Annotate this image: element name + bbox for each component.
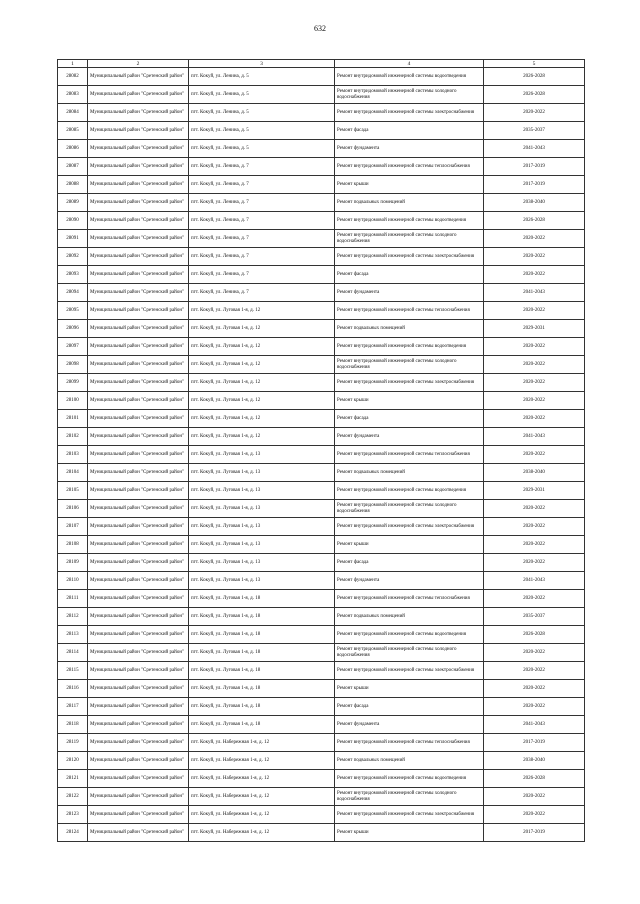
work-type-cell: Ремонт внутридомовой инженерной системы холодного водоснабжения <box>335 86 484 104</box>
work-type-cell: Ремонт внутридомовой инженерной системы теплоснабжения <box>335 446 484 464</box>
table-row <box>58 176 585 194</box>
municipality-cell: Муниципальный район "Сретенский район" <box>88 158 189 176</box>
work-type-cell: Ремонт внутридомовой инженерной системы теплоснабжения <box>335 158 484 176</box>
row-number: 28094 <box>58 284 88 302</box>
work-type-cell: Ремонт фундамента <box>335 716 484 734</box>
work-type-cell: Ремонт внутридомовой инженерной системы водоотведения <box>335 338 484 356</box>
address-cell: пгт. Кокуй, ул. Набережная 1-я, д. 12 <box>189 806 335 824</box>
column-header: 3 <box>189 60 335 68</box>
table-row <box>58 788 585 806</box>
row-number: 28113 <box>58 626 88 644</box>
municipality-cell: Муниципальный район "Сретенский район" <box>88 212 189 230</box>
municipality-cell: Муниципальный район "Сретенский район" <box>88 464 189 482</box>
table-row <box>58 446 585 464</box>
period-cell: 2020-2022 <box>484 788 585 806</box>
period-cell: 2038-2040 <box>484 194 585 212</box>
work-type-cell: Ремонт крыши <box>335 176 484 194</box>
work-type-cell: Ремонт крыши <box>335 536 484 554</box>
row-number: 28110 <box>58 572 88 590</box>
municipality-cell: Муниципальный район "Сретенский район" <box>88 266 189 284</box>
column-header: 5 <box>484 60 585 68</box>
table-row <box>58 266 585 284</box>
period-cell: 2020-2022 <box>484 590 585 608</box>
row-number: 28083 <box>58 86 88 104</box>
municipality-cell: Муниципальный район "Сретенский район" <box>88 590 189 608</box>
address-cell: пгт. Кокуй, ул. Луговая 1-я, д. 12 <box>189 302 335 320</box>
address-cell: пгт. Кокуй, ул. Ленина, д. 7 <box>189 230 335 248</box>
work-type-cell: Ремонт крыши <box>335 392 484 410</box>
municipality-cell: Муниципальный район "Сретенский район" <box>88 788 189 806</box>
table-row <box>58 212 585 230</box>
row-number: 28109 <box>58 554 88 572</box>
period-cell: 2020-2022 <box>484 230 585 248</box>
work-type-cell: Ремонт фасада <box>335 554 484 572</box>
municipality-cell: Муниципальный район "Сретенский район" <box>88 86 189 104</box>
table-row <box>58 590 585 608</box>
table-row <box>58 482 585 500</box>
municipality-cell: Муниципальный район "Сретенский район" <box>88 572 189 590</box>
work-type-cell: Ремонт внутридомовой инженерной системы холодного водоснабжения <box>335 644 484 662</box>
table-row <box>58 356 585 374</box>
work-type-cell: Ремонт внутридомовой инженерной системы водоотведения <box>335 482 484 500</box>
address-cell: пгт. Кокуй, ул. Луговая 1-я, д. 18 <box>189 626 335 644</box>
period-cell: 2020-2022 <box>484 680 585 698</box>
table-row <box>58 644 585 662</box>
period-cell: 2041-2043 <box>484 572 585 590</box>
address-cell: пгт. Кокуй, ул. Ленина, д. 7 <box>189 212 335 230</box>
row-number: 28102 <box>58 428 88 446</box>
municipality-cell: Муниципальный район "Сретенский район" <box>88 806 189 824</box>
municipality-cell: Муниципальный район "Сретенский район" <box>88 644 189 662</box>
table-row <box>58 248 585 266</box>
address-cell: пгт. Кокуй, ул. Ленина, д. 5 <box>189 86 335 104</box>
table-row <box>58 518 585 536</box>
work-type-cell: Ремонт подвальных помещений <box>335 608 484 626</box>
row-number: 28111 <box>58 590 88 608</box>
table-row <box>58 716 585 734</box>
municipality-cell: Муниципальный район "Сретенский район" <box>88 626 189 644</box>
row-number: 28098 <box>58 356 88 374</box>
table-row <box>58 230 585 248</box>
row-number: 28086 <box>58 140 88 158</box>
period-cell: 2026-2028 <box>484 68 585 86</box>
table-row <box>58 302 585 320</box>
work-type-cell: Ремонт фундамента <box>335 428 484 446</box>
table-row <box>58 554 585 572</box>
work-type-cell: Ремонт внутридомовой инженерной системы электроснабжения <box>335 662 484 680</box>
period-cell: 2041-2043 <box>484 284 585 302</box>
row-number: 28121 <box>58 770 88 788</box>
municipality-cell: Муниципальный район "Сретенский район" <box>88 140 189 158</box>
work-type-cell: Ремонт внутридомовой инженерной системы теплоснабжения <box>335 590 484 608</box>
period-cell: 2029-2031 <box>484 320 585 338</box>
period-cell: 2029-2031 <box>484 482 585 500</box>
column-header: 4 <box>335 60 484 68</box>
table-row <box>58 86 585 104</box>
table-row <box>58 194 585 212</box>
address-cell: пгт. Кокуй, ул. Ленина, д. 5 <box>189 104 335 122</box>
work-type-cell: Ремонт фасада <box>335 410 484 428</box>
work-type-cell: Ремонт внутридомовой инженерной системы электроснабжения <box>335 518 484 536</box>
address-cell: пгт. Кокуй, ул. Луговая 1-я, д. 13 <box>189 482 335 500</box>
table-row <box>58 680 585 698</box>
row-number: 28119 <box>58 734 88 752</box>
row-number: 28114 <box>58 644 88 662</box>
work-type-cell: Ремонт фундамента <box>335 284 484 302</box>
period-cell: 2020-2022 <box>484 446 585 464</box>
address-cell: пгт. Кокуй, ул. Ленина, д. 5 <box>189 68 335 86</box>
table-row <box>58 464 585 482</box>
period-cell: 2020-2022 <box>484 374 585 392</box>
period-cell: 2017-2019 <box>484 158 585 176</box>
row-number: 28092 <box>58 248 88 266</box>
row-number: 28118 <box>58 716 88 734</box>
municipality-cell: Муниципальный район "Сретенский район" <box>88 194 189 212</box>
row-number: 28105 <box>58 482 88 500</box>
period-cell: 2035-2037 <box>484 122 585 140</box>
period-cell: 2020-2022 <box>484 410 585 428</box>
table-row <box>58 536 585 554</box>
row-number: 28088 <box>58 176 88 194</box>
work-type-cell: Ремонт внутридомовой инженерной системы электроснабжения <box>335 806 484 824</box>
municipality-cell: Муниципальный район "Сретенский район" <box>88 482 189 500</box>
period-cell: 2020-2022 <box>484 536 585 554</box>
address-cell: пгт. Кокуй, ул. Луговая 1-я, д. 18 <box>189 608 335 626</box>
municipality-cell: Муниципальный район "Сретенский район" <box>88 500 189 518</box>
address-cell: пгт. Кокуй, ул. Луговая 1-я, д. 12 <box>189 392 335 410</box>
address-cell: пгт. Кокуй, ул. Луговая 1-я, д. 18 <box>189 590 335 608</box>
row-number: 28103 <box>58 446 88 464</box>
table-row <box>58 770 585 788</box>
address-cell: пгт. Кокуй, ул. Луговая 1-я, д. 13 <box>189 500 335 518</box>
row-number: 28087 <box>58 158 88 176</box>
address-cell: пгт. Кокуй, ул. Луговая 1-я, д. 18 <box>189 698 335 716</box>
period-cell: 2026-2028 <box>484 626 585 644</box>
municipality-cell: Муниципальный район "Сретенский район" <box>88 752 189 770</box>
work-type-cell: Ремонт внутридомовой инженерной системы электроснабжения <box>335 248 484 266</box>
work-type-cell: Ремонт фундамента <box>335 140 484 158</box>
period-cell: 2041-2043 <box>484 140 585 158</box>
row-number: 28122 <box>58 788 88 806</box>
table-row <box>58 104 585 122</box>
period-cell: 2020-2022 <box>484 662 585 680</box>
work-type-cell: Ремонт внутридомовой инженерной системы холодного водоснабжения <box>335 230 484 248</box>
address-cell: пгт. Кокуй, ул. Луговая 1-я, д. 18 <box>189 680 335 698</box>
row-number: 28123 <box>58 806 88 824</box>
municipality-cell: Муниципальный район "Сретенский район" <box>88 734 189 752</box>
period-cell: 2026-2028 <box>484 770 585 788</box>
period-cell: 2017-2019 <box>484 734 585 752</box>
row-number: 28112 <box>58 608 88 626</box>
work-type-cell: Ремонт внутридомовой инженерной системы холодного водоснабжения <box>335 356 484 374</box>
municipality-cell: Муниципальный район "Сретенский район" <box>88 770 189 788</box>
table-row <box>58 320 585 338</box>
table-row <box>58 500 585 518</box>
column-header: 2 <box>88 60 189 68</box>
address-cell: пгт. Кокуй, ул. Луговая 1-я, д. 18 <box>189 644 335 662</box>
work-type-cell: Ремонт подвальных помещений <box>335 320 484 338</box>
row-number: 28085 <box>58 122 88 140</box>
period-cell: 2020-2022 <box>484 500 585 518</box>
municipality-cell: Муниципальный район "Сретенский район" <box>88 302 189 320</box>
row-number: 28089 <box>58 194 88 212</box>
period-cell: 2041-2043 <box>484 716 585 734</box>
municipality-cell: Муниципальный район "Сретенский район" <box>88 446 189 464</box>
period-cell: 2020-2022 <box>484 554 585 572</box>
row-number: 28082 <box>58 68 88 86</box>
period-cell: 2020-2022 <box>484 392 585 410</box>
period-cell: 2020-2022 <box>484 806 585 824</box>
address-cell: пгт. Кокуй, ул. Ленина, д. 7 <box>189 248 335 266</box>
municipality-cell: Муниципальный район "Сретенский район" <box>88 824 189 842</box>
column-header: 1 <box>58 60 88 68</box>
table-row <box>58 392 585 410</box>
table-row <box>58 824 585 842</box>
address-cell: пгт. Кокуй, ул. Ленина, д. 7 <box>189 284 335 302</box>
municipality-cell: Муниципальный район "Сретенский район" <box>88 698 189 716</box>
municipality-cell: Муниципальный район "Сретенский район" <box>88 716 189 734</box>
municipality-cell: Муниципальный район "Сретенский район" <box>88 356 189 374</box>
municipality-cell: Муниципальный район "Сретенский район" <box>88 320 189 338</box>
row-number: 28124 <box>58 824 88 842</box>
municipality-cell: Муниципальный район "Сретенский район" <box>88 392 189 410</box>
address-cell: пгт. Кокуй, ул. Ленина, д. 7 <box>189 158 335 176</box>
address-cell: пгт. Кокуй, ул. Луговая 1-я, д. 12 <box>189 374 335 392</box>
work-type-cell: Ремонт крыши <box>335 824 484 842</box>
municipality-cell: Муниципальный район "Сретенский район" <box>88 284 189 302</box>
municipality-cell: Муниципальный район "Сретенский район" <box>88 410 189 428</box>
address-cell: пгт. Кокуй, ул. Луговая 1-я, д. 12 <box>189 338 335 356</box>
address-cell: пгт. Кокуй, ул. Луговая 1-я, д. 13 <box>189 464 335 482</box>
work-type-cell: Ремонт внутридомовой инженерной системы электроснабжения <box>335 374 484 392</box>
work-type-cell: Ремонт внутридомовой инженерной системы теплоснабжения <box>335 734 484 752</box>
municipality-cell: Муниципальный район "Сретенский район" <box>88 230 189 248</box>
capital-repair-table <box>57 59 585 842</box>
table-row <box>58 698 585 716</box>
municipality-cell: Муниципальный район "Сретенский район" <box>88 608 189 626</box>
period-cell: 2020-2022 <box>484 302 585 320</box>
table-row <box>58 338 585 356</box>
period-cell: 2026-2028 <box>484 212 585 230</box>
municipality-cell: Муниципальный район "Сретенский район" <box>88 338 189 356</box>
address-cell: пгт. Кокуй, ул. Набережная 1-я, д. 12 <box>189 734 335 752</box>
work-type-cell: Ремонт фасада <box>335 266 484 284</box>
period-cell: 2020-2022 <box>484 518 585 536</box>
work-type-cell: Ремонт подвальных помещений <box>335 752 484 770</box>
table-row <box>58 752 585 770</box>
row-number: 28106 <box>58 500 88 518</box>
period-cell: 2017-2019 <box>484 176 585 194</box>
municipality-cell: Муниципальный район "Сретенский район" <box>88 536 189 554</box>
work-type-cell: Ремонт фасада <box>335 698 484 716</box>
address-cell: пгт. Кокуй, ул. Набережная 1-я, д. 12 <box>189 824 335 842</box>
municipality-cell: Муниципальный район "Сретенский район" <box>88 248 189 266</box>
table-row <box>58 410 585 428</box>
address-cell: пгт. Кокуй, ул. Луговая 1-я, д. 13 <box>189 554 335 572</box>
period-cell: 2020-2022 <box>484 356 585 374</box>
municipality-cell: Муниципальный район "Сретенский район" <box>88 176 189 194</box>
work-type-cell: Ремонт внутридомовой инженерной системы водоотведения <box>335 68 484 86</box>
address-cell: пгт. Кокуй, ул. Ленина, д. 7 <box>189 266 335 284</box>
municipality-cell: Муниципальный район "Сретенский район" <box>88 68 189 86</box>
row-number: 28090 <box>58 212 88 230</box>
address-cell: пгт. Кокуй, ул. Ленина, д. 5 <box>189 122 335 140</box>
period-cell: 2020-2022 <box>484 248 585 266</box>
row-number: 28099 <box>58 374 88 392</box>
period-cell: 2038-2040 <box>484 752 585 770</box>
municipality-cell: Муниципальный район "Сретенский район" <box>88 554 189 572</box>
municipality-cell: Муниципальный район "Сретенский район" <box>88 662 189 680</box>
address-cell: пгт. Кокуй, ул. Луговая 1-я, д. 18 <box>189 662 335 680</box>
table-row <box>58 374 585 392</box>
municipality-cell: Муниципальный район "Сретенский район" <box>88 104 189 122</box>
period-cell: 2035-2037 <box>484 608 585 626</box>
address-cell: пгт. Кокуй, ул. Луговая 1-я, д. 12 <box>189 410 335 428</box>
address-cell: пгт. Кокуй, ул. Луговая 1-я, д. 13 <box>189 518 335 536</box>
address-cell: пгт. Кокуй, ул. Ленина, д. 5 <box>189 140 335 158</box>
address-cell: пгт. Кокуй, ул. Луговая 1-я, д. 12 <box>189 320 335 338</box>
row-number: 28107 <box>58 518 88 536</box>
period-cell: 2026-2028 <box>484 86 585 104</box>
period-cell: 2020-2022 <box>484 104 585 122</box>
address-cell: пгт. Кокуй, ул. Набережная 1-я, д. 12 <box>189 770 335 788</box>
row-number: 28091 <box>58 230 88 248</box>
municipality-cell: Муниципальный район "Сретенский район" <box>88 518 189 536</box>
table-row <box>58 734 585 752</box>
municipality-cell: Муниципальный район "Сретенский район" <box>88 428 189 446</box>
row-number: 28116 <box>58 680 88 698</box>
work-type-cell: Ремонт внутридомовой инженерной системы холодного водоснабжения <box>335 500 484 518</box>
period-cell: 2020-2022 <box>484 338 585 356</box>
row-number: 28104 <box>58 464 88 482</box>
address-cell: пгт. Кокуй, ул. Луговая 1-я, д. 12 <box>189 428 335 446</box>
period-cell: 2020-2022 <box>484 698 585 716</box>
period-cell: 2038-2040 <box>484 464 585 482</box>
address-cell: пгт. Кокуй, ул. Луговая 1-я, д. 13 <box>189 446 335 464</box>
row-number: 28101 <box>58 410 88 428</box>
work-type-cell: Ремонт фасада <box>335 122 484 140</box>
period-cell: 2041-2043 <box>484 428 585 446</box>
work-type-cell: Ремонт внутридомовой инженерной системы водоотведения <box>335 770 484 788</box>
work-type-cell: Ремонт подвальных помещений <box>335 194 484 212</box>
work-type-cell: Ремонт внутридомовой инженерной системы водоотведения <box>335 212 484 230</box>
row-number: 28100 <box>58 392 88 410</box>
column-number-row <box>58 60 585 68</box>
work-type-cell: Ремонт внутридомовой инженерной системы холодного водоснабжения <box>335 788 484 806</box>
table-row <box>58 662 585 680</box>
row-number: 28096 <box>58 320 88 338</box>
municipality-cell: Муниципальный район "Сретенский район" <box>88 680 189 698</box>
work-type-cell: Ремонт внутридомовой инженерной системы электроснабжения <box>335 104 484 122</box>
work-type-cell: Ремонт внутридомовой инженерной системы водоотведения <box>335 626 484 644</box>
row-number: 28120 <box>58 752 88 770</box>
work-type-cell: Ремонт внутридомовой инженерной системы теплоснабжения <box>335 302 484 320</box>
row-number: 28108 <box>58 536 88 554</box>
row-number: 28117 <box>58 698 88 716</box>
period-cell: 2017-2019 <box>484 824 585 842</box>
table-row <box>58 806 585 824</box>
table-row <box>58 608 585 626</box>
table-row <box>58 158 585 176</box>
address-cell: пгт. Кокуй, ул. Луговая 1-я, д. 13 <box>189 572 335 590</box>
address-cell: пгт. Кокуй, ул. Набережная 1-я, д. 12 <box>189 788 335 806</box>
address-cell: пгт. Кокуй, ул. Луговая 1-я, д. 18 <box>189 716 335 734</box>
row-number: 28115 <box>58 662 88 680</box>
address-cell: пгт. Кокуй, ул. Набережная 1-я, д. 12 <box>189 752 335 770</box>
table-row <box>58 284 585 302</box>
table-row <box>58 122 585 140</box>
table-row <box>58 572 585 590</box>
work-type-cell: Ремонт крыши <box>335 680 484 698</box>
table-body <box>58 68 585 842</box>
address-cell: пгт. Кокуй, ул. Ленина, д. 7 <box>189 176 335 194</box>
municipality-cell: Муниципальный район "Сретенский район" <box>88 122 189 140</box>
address-cell: пгт. Кокуй, ул. Ленина, д. 7 <box>189 194 335 212</box>
page-number: 632 <box>314 24 326 33</box>
table-row <box>58 428 585 446</box>
row-number: 28095 <box>58 302 88 320</box>
table-row <box>58 626 585 644</box>
row-number: 28097 <box>58 338 88 356</box>
period-cell: 2020-2022 <box>484 644 585 662</box>
table-row <box>58 68 585 86</box>
work-type-cell: Ремонт подвальных помещений <box>335 464 484 482</box>
row-number: 28084 <box>58 104 88 122</box>
row-number: 28093 <box>58 266 88 284</box>
table-row <box>58 140 585 158</box>
municipality-cell: Муниципальный район "Сретенский район" <box>88 374 189 392</box>
period-cell: 2020-2022 <box>484 266 585 284</box>
work-type-cell: Ремонт фундамента <box>335 572 484 590</box>
address-cell: пгт. Кокуй, ул. Луговая 1-я, д. 13 <box>189 536 335 554</box>
address-cell: пгт. Кокуй, ул. Луговая 1-я, д. 12 <box>189 356 335 374</box>
